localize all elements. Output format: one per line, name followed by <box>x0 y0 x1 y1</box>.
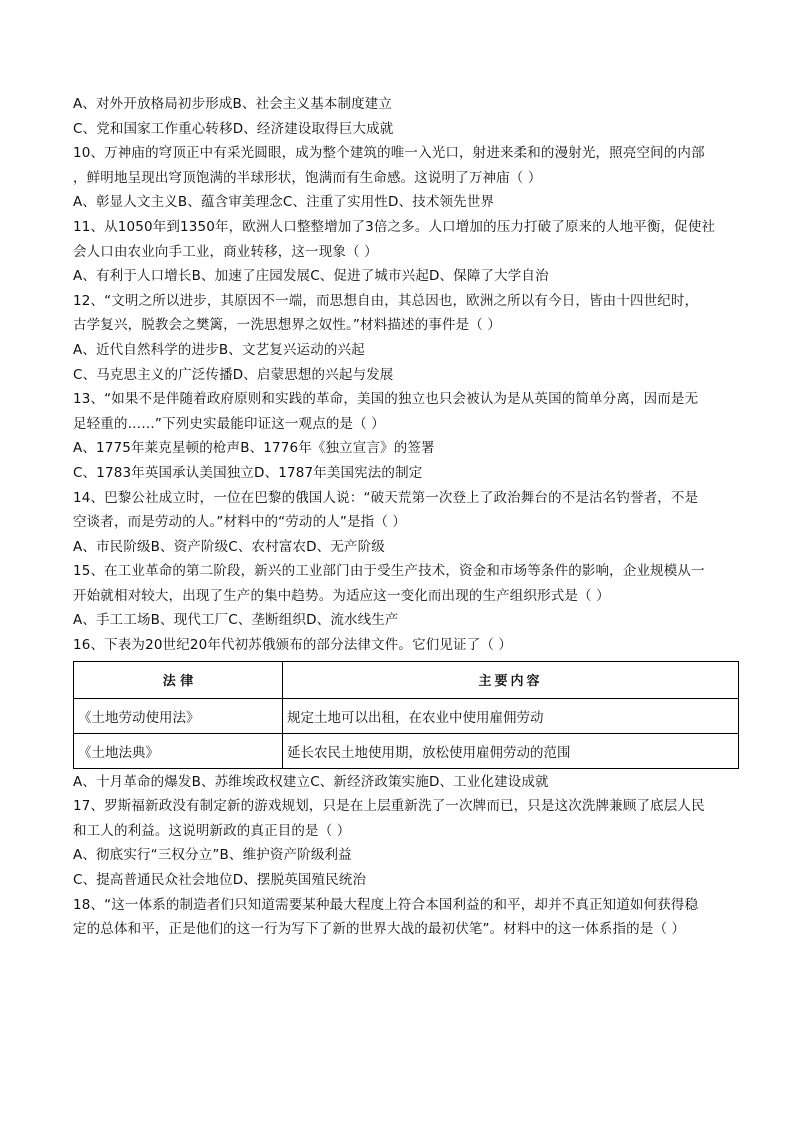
options-line: A、有利于人口增长B、加速了庄园发展C、促进了城市兴起D、保障了大学自治 <box>73 268 549 285</box>
text-line: 开始就相对较大，出现了生产的集中趋势。为适应这一变化而出现的生产组织形式是（ ） <box>73 587 610 604</box>
options-line: C、提高普通民众社会地位D、摆脱英国殖民统治 <box>73 872 367 889</box>
question-10-line: 10、万神庙的穹顶正中有采光圆眼，成为整个建筑的唯一入光口，射进来柔和的漫射光，照亮空间的内部 <box>73 145 705 162</box>
text-line: 定的总体和平，正是他们的这一行为写下了新的世界大战的最初伏笔”。材料中的这一体系指的是（ ） <box>73 921 686 938</box>
text-line: 足轻重的……”下列史实最能印证这一观点的是（ ） <box>73 415 385 432</box>
law-table <box>73 661 739 769</box>
text-line: 古学复兴，脱教会之樊篱，一洗思想界之奴性。”材料描述的事件是（ ） <box>73 317 501 334</box>
text-line: 会人口由农业向手工业，商业转移，这一现象（ ） <box>73 243 378 260</box>
options-line: A、市民阶级B、资产阶级C、农村富农D、无产阶级 <box>73 538 385 555</box>
options-line: A、彰显人文主义B、蕴含审美理念C、注重了实用性D、技术领先世界 <box>73 194 495 211</box>
question-content <box>73 92 723 942</box>
question-12-line: 12、“文明之所以进步，其原因不一端，而思想自由，其总因也，欧洲之所以有今日，皆由十四世纪时， <box>73 292 699 309</box>
question-17-line: 17、罗斯福新政没有制定新的游戏规划，只是在上层重新洗了一次牌而已，只是这次洗牌兼顾了底层人民 <box>73 798 705 815</box>
table-header-law: 法 律 <box>74 661 283 698</box>
question-16-line: 16、下表为20世纪20年代初苏俄颁布的部分法律文件。它们见证了（ ） <box>73 637 513 654</box>
table-cell-content: 延长农民土地使用期，放松使用雇佣劳动的范围 <box>283 733 739 768</box>
table-header-row <box>74 661 739 698</box>
options-line: A、近代自然科学的进步B、文艺复兴运动的兴起 <box>73 341 365 358</box>
text-line: ，鲜明地呈现出穹顶饱满的半球形状，饱满而有生命感。这说明了万神庙（ ） <box>73 169 542 186</box>
options-line: A、1775年莱克星顿的枪声B、1776年《独立宣言》的签署 <box>73 440 435 457</box>
options-line: A、手工工场B、现代工厂C、垄断组织D、流水线生产 <box>73 612 399 629</box>
table-row <box>74 698 739 733</box>
text-line: 空谈者，而是劳动的人。”材料中的“劳动的人”是指（ ） <box>73 514 407 531</box>
questions-top <box>73 92 723 658</box>
table-header-content: 主要内容 <box>283 661 739 698</box>
options-line: C、1783年英国承认美国独立D、1787年美国宪法的制定 <box>73 464 423 481</box>
questions-bottom <box>73 770 723 942</box>
table-cell-law: 《土地法典》 <box>74 733 283 768</box>
question-13-line: 13、“如果不是伴随着政府原则和实践的革命，美国的独立也只会被认为是从英国的简单分离，因而是无 <box>73 391 699 408</box>
text-line: 和工人的利益。这说明新政的真正目的是（ ） <box>73 822 351 839</box>
question-15-line: 15、在工业革命的第二阶段，新兴的工业部门由于受生产技术，资金和市场等条件的影响，企业规模从一 <box>73 563 705 580</box>
options-line: C、马克思主义的广泛传播D、启蒙思想的兴起与发展 <box>73 366 394 383</box>
table-cell-content: 规定土地可以出租，在农业中使用雇佣劳动 <box>283 698 739 733</box>
question-14-line: 14、巴黎公社成立时，一位在巴黎的俄国人说：“破天荒第一次登上了政治舞台的不是沽名钓誉者，不是 <box>73 489 699 506</box>
options-line: A、十月革命的爆发B、苏维埃政权建立C、新经济政策实施D、工业化建设成就 <box>73 773 549 790</box>
table-row <box>74 733 739 768</box>
text-line: C、党和国家工作重心转移D、经济建设取得巨大成就 <box>73 120 394 137</box>
options-line: A、彻底实行“三权分立”B、维护资产阶级利益 <box>73 847 352 864</box>
question-11-line: 11、从1050年到1350年，欧洲人口整整增加了3倍之多。人口增加的压力打破了原来的人地平衡，促使社 <box>73 218 716 235</box>
question-18-line: 18、“这一体系的制造者们只知道需要某种最大程度上符合本国利益的和平，却并不真正知道如何获得稳 <box>73 896 699 913</box>
text-line: A、对外开放格局初步形成B、社会主义基本制度建立 <box>73 96 393 112</box>
table-cell-law: 《土地劳动使用法》 <box>74 698 283 733</box>
